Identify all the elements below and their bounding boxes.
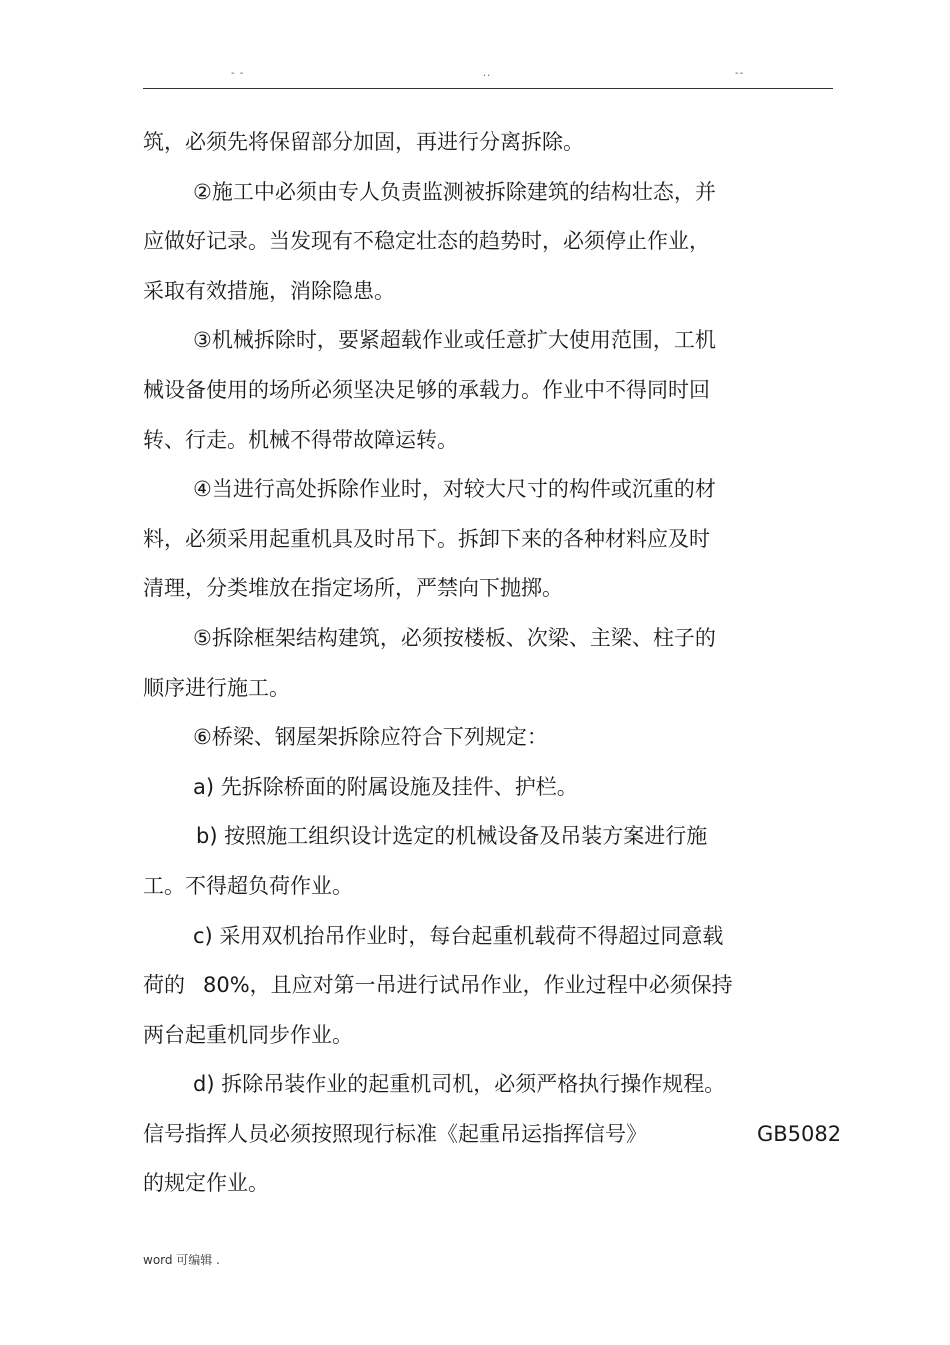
text-fragment: 80%，且应对第一吊进行试吊作业，作业过程中必须保持: [203, 973, 733, 998]
text-line: 清理，分类堆放在指定场所，严禁向下抛掷。: [143, 576, 563, 601]
text-line: d) 拆除吊装作业的起重机司机，必须严格执行操作规程。: [193, 1072, 726, 1097]
text-line: 顺序进行施工。: [143, 675, 290, 700]
standard-code: GB5082: [757, 1121, 842, 1146]
text-line: ②施工中必须由专人负责监测被拆除建筑的结构壮态，并: [193, 179, 716, 204]
text-line: 料，必须采用起重机具及时吊下。拆卸下来的各种材料应及时: [143, 526, 710, 551]
text-line: [143, 1110, 843, 1160]
text-fragment: 荷的: [143, 973, 185, 998]
text-line: ④当进行高处拆除作业时，对较大尺寸的构件或沉重的材: [193, 477, 716, 502]
text-line: 筑，必须先将保留部分加固，再进行分离拆除。: [143, 130, 584, 154]
text-fragment: 信号指挥人员必须按照现行标准《起重吊运指挥信号》: [143, 1121, 647, 1146]
header-center-mark: ..: [483, 68, 492, 79]
document-body: [143, 118, 843, 1209]
text-line: 应做好记录。当发现有不稳定壮态的趋势时，必须停止作业，: [143, 229, 710, 254]
page-header: [143, 62, 833, 89]
text-line: 采取有效措施，消除隐患。: [143, 278, 395, 303]
text-line: a) 先拆除桥面的附属设施及挂件、护栏。: [193, 774, 578, 799]
text-line: c) 采用双机抬吊作业时，每台起重机载荷不得超过同意载: [193, 923, 724, 948]
text-line: b) 按照施工组织设计选定的机械设备及吊装方案进行施: [196, 824, 708, 849]
text-line: [143, 961, 843, 1011]
text-line: 械设备使用的场所必须坚决足够的承载力。作业中不得同时回: [143, 377, 710, 402]
text-line: 工。不得超负荷作业。: [143, 873, 353, 898]
text-line: ⑤拆除框架结构建筑，必须按楼板、次梁、主梁、柱子的: [193, 625, 716, 650]
text-line: ③机械拆除时，要紧超载作业或任意扩大使用范围，工机: [193, 328, 716, 353]
header-left-mark: - -: [231, 68, 245, 79]
header-right-mark: --: [735, 68, 745, 79]
text-line: ⑥桥梁、钢屋架拆除应符合下列规定：: [193, 725, 548, 750]
text-line: 转、行走。机械不得带故障运转。: [143, 427, 458, 452]
text-line: 两台起重机同步作业。: [143, 1022, 353, 1047]
page-footer: word 可编辑 .: [143, 1253, 220, 1267]
text-line: 的规定作业。: [143, 1171, 269, 1196]
